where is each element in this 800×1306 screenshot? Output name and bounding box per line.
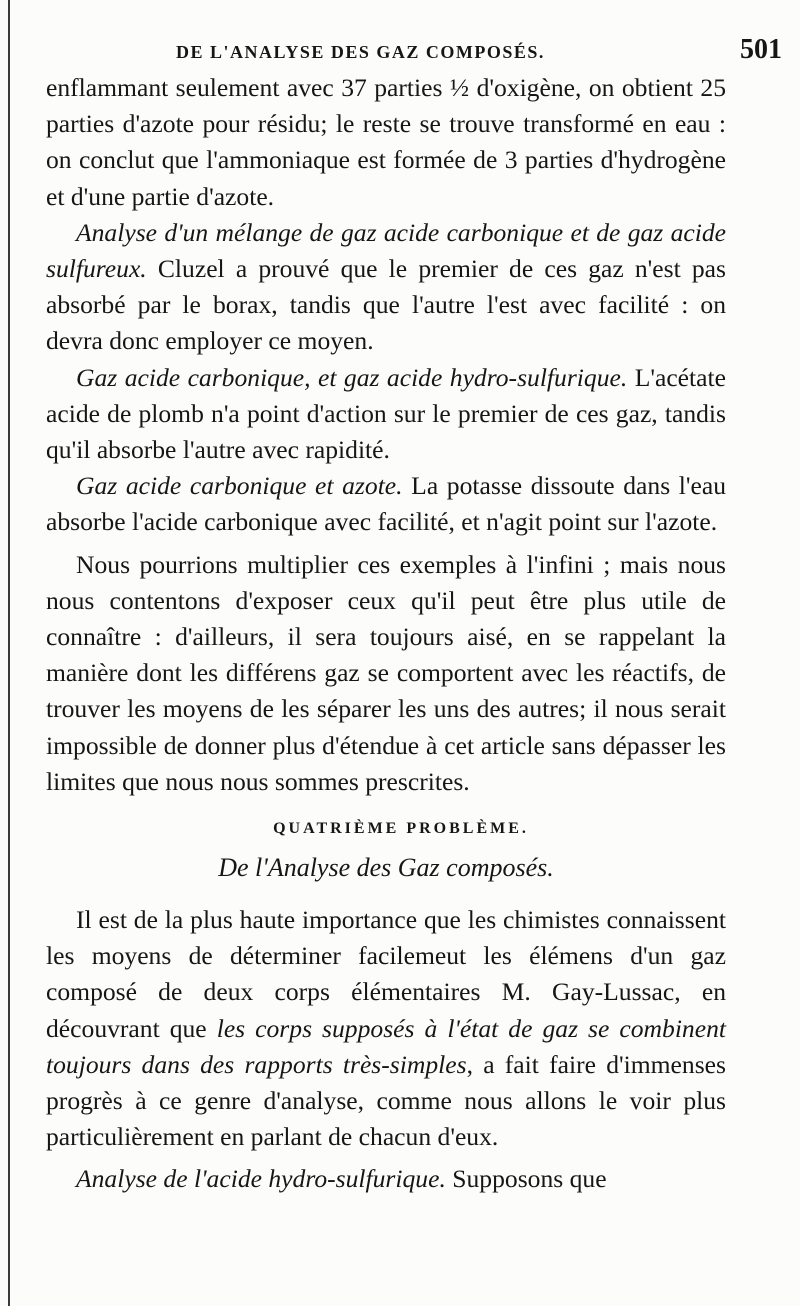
paragraph-analysis-carbonic-sulfurous bbox=[46, 215, 726, 360]
paragraph-lead: Analyse de l'acide hydro-sulfurique. bbox=[76, 1164, 446, 1194]
paragraph-carbonic-azote bbox=[46, 468, 726, 540]
paragraph-examples bbox=[46, 547, 726, 800]
paragraph-text: Cluzel a prouvé que le premier de ces gaz n'est pas absorbé par le borax, tandis que l'autre l'est avec facilité : on devra donc employer ce moyen. bbox=[46, 254, 726, 356]
paragraph-text: La potasse dissoute dans l'eau absorbe l'acide carbonique avec facilité, et n'agit point sur l'azote. bbox=[46, 471, 727, 537]
paragraph-lead: Analyse d'un mélange de gaz acide carbonique et de gaz acide sulfureux. bbox=[46, 217, 726, 284]
paragraph-continuation bbox=[46, 70, 726, 215]
paragraph-text: Supposons que bbox=[445, 1164, 607, 1194]
running-head: DE L'ANALYSE DES GAZ COMPOSÉS. bbox=[176, 42, 545, 62]
paragraph-text: L'acétate acide de plomb n'a point d'action sur le premier de ces gaz, tandis qu'il absorbe l'autre avec rapidité. bbox=[46, 362, 726, 465]
paragraph-italic-phrase: les corps supposés à l'état de gaz se combinent toujours dans des rapports très-simples bbox=[46, 1013, 726, 1079]
paragraph-carbonic-hydrosulfuric bbox=[46, 360, 726, 469]
problem-title: QUATRIÈME PROBLÈME. bbox=[273, 820, 529, 838]
paragraph-text: Il est de la plus haute importance que les chimistes connaissent les moyens de déterminer facilemeut les élémens d'un gaz composé de deux corps élémentaires M. Gay-Lussac, en découvrant que bbox=[46, 905, 726, 1043]
paragraph-text: , a fait faire d'immenses progrès à ce genre d'analyse, comme nous allons le voir plus particulièrement en parlant de chacun d'eux. bbox=[46, 1049, 726, 1152]
paragraph-lead: Gaz acide carbonique et azote. bbox=[76, 471, 403, 501]
page-number: 501 bbox=[740, 34, 782, 65]
paragraph-text: enflammant seulement avec 37 parties ½ d'oxigène, on obtient 25 parties d'azote pour résidu; le reste se trouve transformé en eau : on conclut que l'ammoniaque est formée de 3 parties d'hydrogène et d'une partie d'azote. bbox=[46, 73, 726, 211]
section-title: De l'Analyse des Gaz composés. bbox=[218, 853, 554, 883]
page-body bbox=[46, 70, 726, 1198]
paragraph-hydrosulfuric-analysis bbox=[46, 1161, 726, 1197]
paragraph-text: Nous pourrions multiplier ces exemples à l'infini ; mais nous nous contentons d'exposer ceux qu'il peut être plus utile de connaître : d'ailleurs, il sera toujours aisé, en se rappelant la manière dont les différens gaz se comportent avec les réactifs, de trouver les moyens de les séparer les uns des autres; il nous serait impossible de donner plus d'étendue à cet article sans dépasser les limites que nous nous sommes prescrites. bbox=[46, 549, 726, 796]
paragraph-intro bbox=[46, 902, 726, 1155]
paragraph-lead: Gaz acide carbonique, et gaz acide hydro-sulfurique. bbox=[76, 362, 628, 392]
page-header bbox=[0, 30, 800, 70]
